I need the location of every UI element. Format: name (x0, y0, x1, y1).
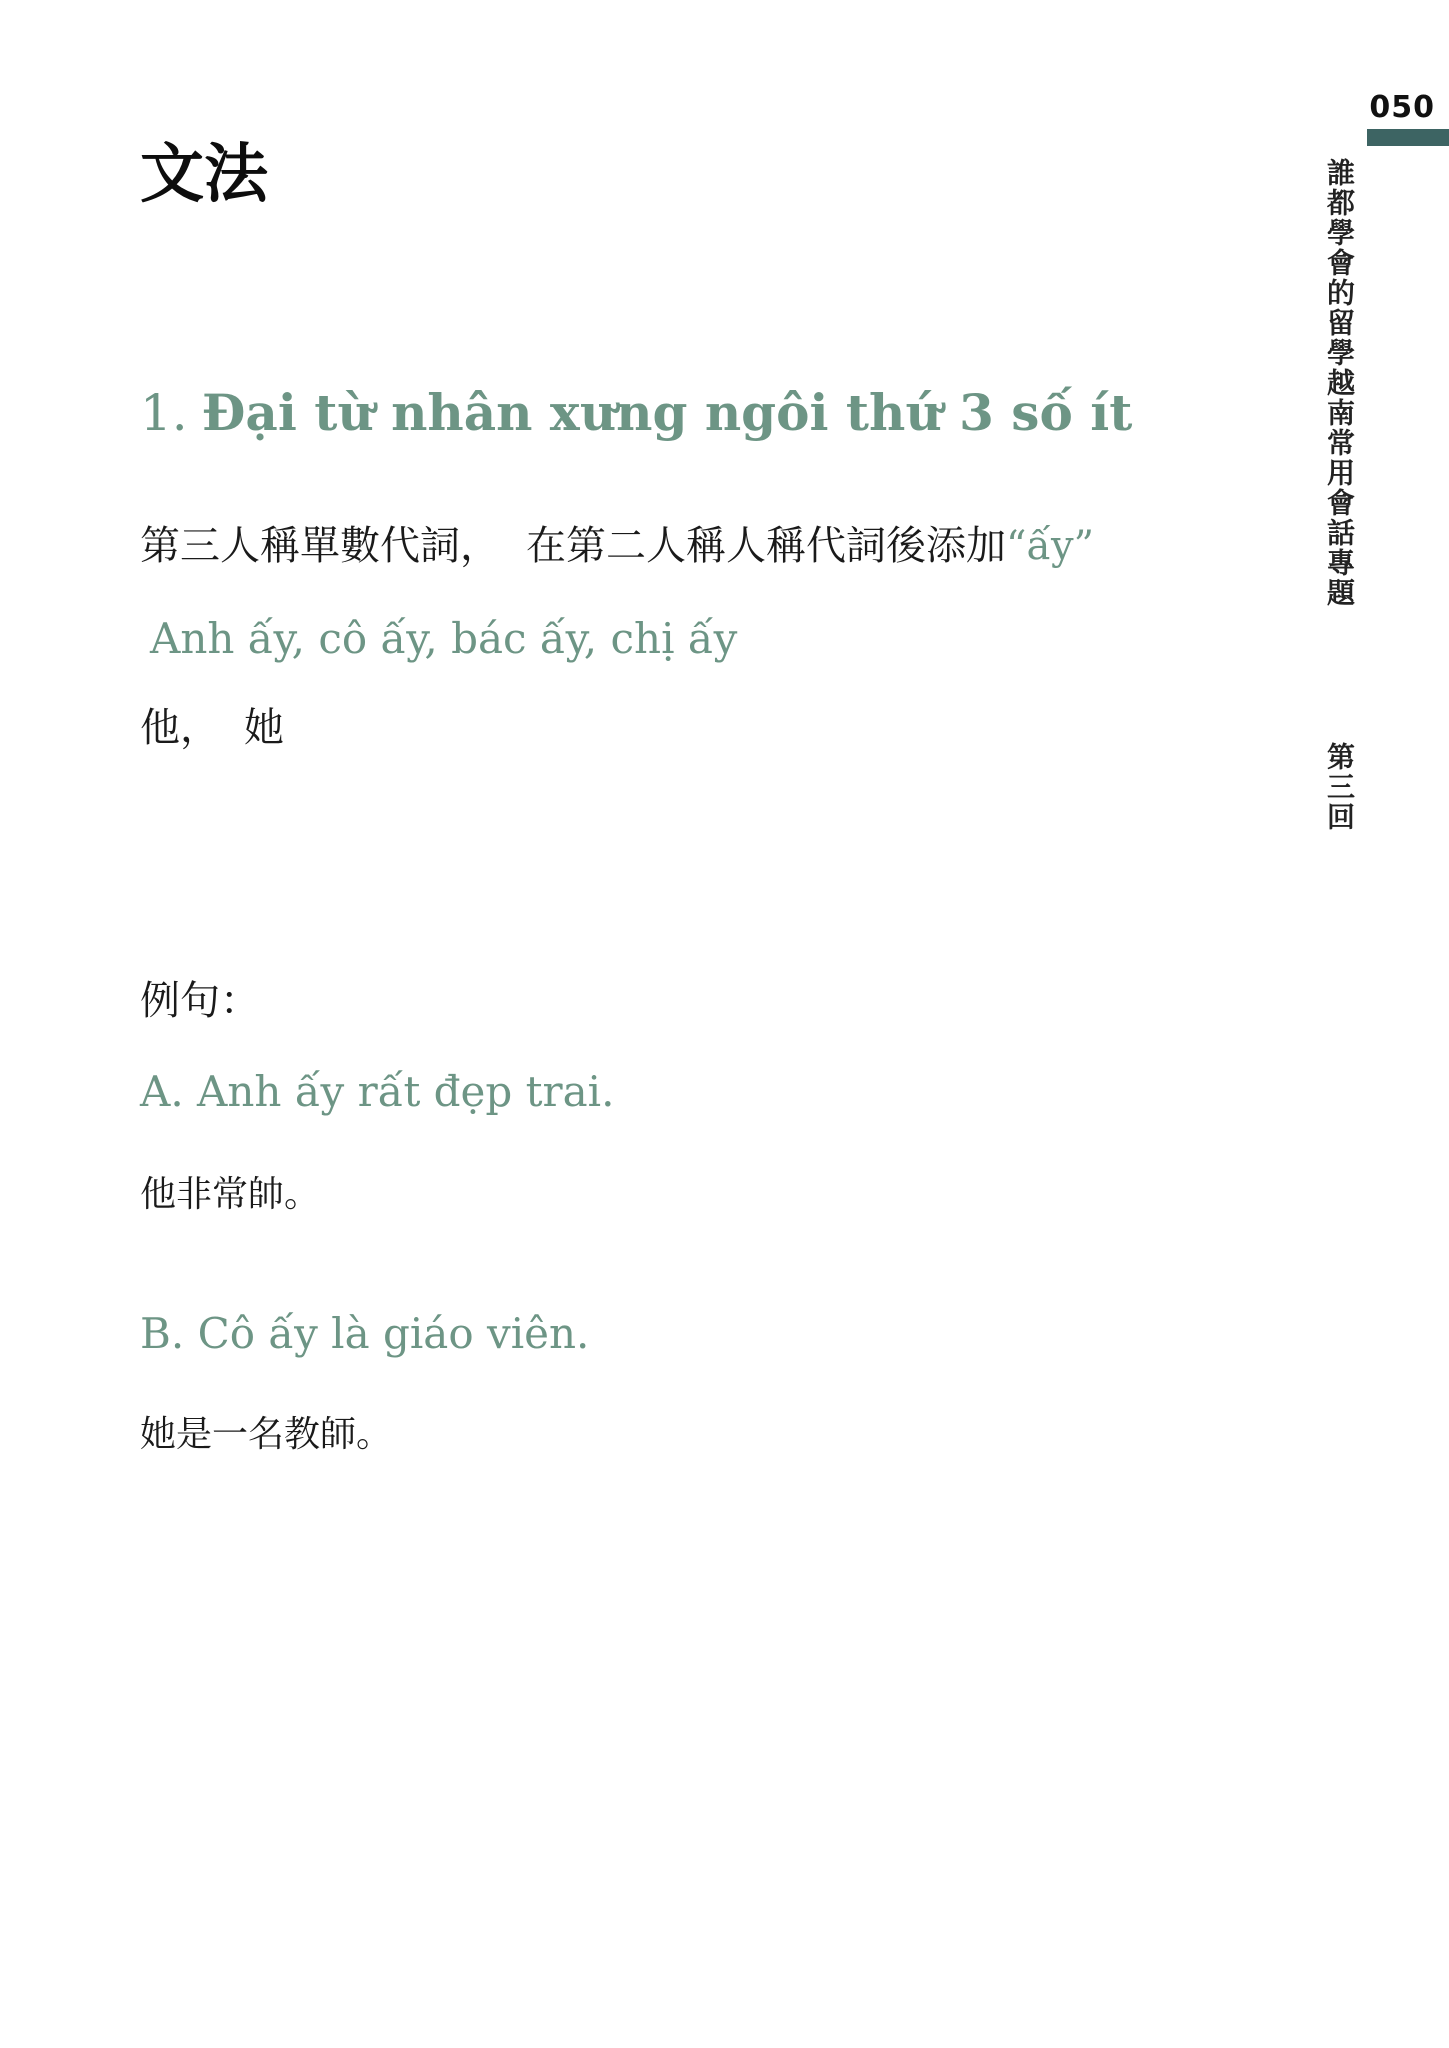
grammar-title-text: Đại từ nhân xưng ngôi thứ 3 số ít (201, 383, 1133, 442)
pronoun-meaning-he: 他， (140, 705, 220, 751)
explanation-part1: 第三人稱單數代詞， (140, 523, 500, 569)
explanation-part2: 在第二人稱人稱代詞後添加 (526, 523, 1006, 569)
explanation-quote-close: ” (1073, 523, 1095, 569)
page-number-bar (1367, 129, 1449, 146)
chapter-label: 第三回 (1323, 742, 1356, 832)
grammar-number: 1. (140, 384, 188, 442)
page-number: 050 (1369, 90, 1435, 125)
example-b-vietnamese: B. Cô ấy là giáo viên. (140, 1309, 590, 1358)
explanation-keyword: ấy (1026, 523, 1074, 569)
book-title: 誰都學會的留學越南常用會話專題 (1323, 158, 1356, 608)
explanation-quote-open: “ (1006, 523, 1027, 569)
pronoun-list: Anh ấy, cô ấy, bác ấy, chị ấy (150, 614, 738, 663)
example-b-chinese: 她是一名教師。 (140, 1414, 393, 1455)
section-heading: 文法 (140, 138, 268, 212)
examples-label: 例句： (140, 978, 260, 1024)
grammar-explanation (140, 520, 1094, 572)
pronoun-meaning (140, 702, 284, 754)
example-a-chinese: 他非常帥。 (140, 1174, 321, 1215)
grammar-title (140, 383, 1132, 443)
example-a-vietnamese: A. Anh ấy rất đẹp trai. (140, 1067, 615, 1116)
pronoun-meaning-she: 她 (244, 705, 284, 751)
